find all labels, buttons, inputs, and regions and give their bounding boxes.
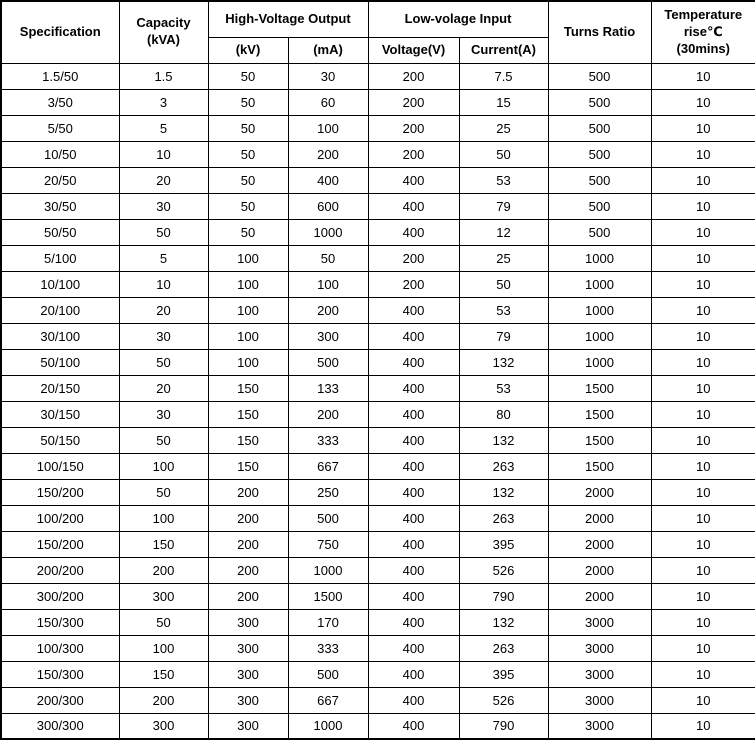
table-row xyxy=(1,349,755,375)
header-row-groups xyxy=(1,1,755,37)
table-row xyxy=(1,219,755,245)
table-cell: 30/150 xyxy=(1,401,119,427)
table-cell: 200 xyxy=(208,557,288,583)
table-cell: 400 xyxy=(368,609,459,635)
table-cell: 10 xyxy=(119,141,208,167)
table-cell: 500 xyxy=(288,661,368,687)
table-cell: 1000 xyxy=(288,219,368,245)
table-cell: 300/200 xyxy=(1,583,119,609)
table-cell: 400 xyxy=(368,401,459,427)
table-cell: 3000 xyxy=(548,687,651,713)
table-cell: 30/100 xyxy=(1,323,119,349)
table-cell: 50 xyxy=(208,89,288,115)
col-header-temperature-rise xyxy=(651,1,755,63)
table-cell: 500 xyxy=(548,141,651,167)
table-cell: 1000 xyxy=(548,271,651,297)
table-cell: 667 xyxy=(288,453,368,479)
table-cell: 50 xyxy=(119,479,208,505)
table-cell: 790 xyxy=(459,713,548,739)
table-cell: 250 xyxy=(288,479,368,505)
table-cell: 200 xyxy=(208,531,288,557)
col-header-voltage: Voltage(V) xyxy=(368,37,459,63)
table-cell: 10 xyxy=(651,583,755,609)
table-cell: 1000 xyxy=(548,323,651,349)
table-cell: 30 xyxy=(288,63,368,89)
table-cell: 150/300 xyxy=(1,609,119,635)
table-cell: 400 xyxy=(368,557,459,583)
table-cell: 10 xyxy=(651,531,755,557)
table-cell: 400 xyxy=(368,167,459,193)
table-row xyxy=(1,661,755,687)
table-row xyxy=(1,427,755,453)
table-cell: 2000 xyxy=(548,479,651,505)
table-cell: 400 xyxy=(368,193,459,219)
table-cell: 200 xyxy=(288,141,368,167)
table-cell: 400 xyxy=(368,505,459,531)
table-cell: 53 xyxy=(459,297,548,323)
table-cell: 12 xyxy=(459,219,548,245)
table-cell: 200 xyxy=(368,115,459,141)
table-cell: 50 xyxy=(459,271,548,297)
table-cell: 500 xyxy=(288,505,368,531)
table-cell: 500 xyxy=(548,167,651,193)
table-row xyxy=(1,713,755,739)
table-cell: 3000 xyxy=(548,713,651,739)
table-cell: 10 xyxy=(651,375,755,401)
table-cell: 150 xyxy=(119,661,208,687)
table-cell: 667 xyxy=(288,687,368,713)
table-cell: 100 xyxy=(208,323,288,349)
table-cell: 200 xyxy=(208,505,288,531)
table-cell: 2000 xyxy=(548,583,651,609)
table-cell: 200 xyxy=(208,479,288,505)
table-cell: 1500 xyxy=(288,583,368,609)
table-cell: 500 xyxy=(548,63,651,89)
table-cell: 132 xyxy=(459,609,548,635)
table-cell: 400 xyxy=(368,453,459,479)
table-cell: 263 xyxy=(459,453,548,479)
table-row xyxy=(1,453,755,479)
table-cell: 100/150 xyxy=(1,453,119,479)
table-cell: 100 xyxy=(208,297,288,323)
table-cell: 5/100 xyxy=(1,245,119,271)
table-cell: 5/50 xyxy=(1,115,119,141)
table-cell: 150 xyxy=(208,453,288,479)
table-cell: 100 xyxy=(119,505,208,531)
col-group-low-voltage-input: Low-volage Input xyxy=(368,1,548,37)
table-cell: 20 xyxy=(119,375,208,401)
table-cell: 400 xyxy=(368,661,459,687)
table-cell: 10 xyxy=(651,479,755,505)
table-cell: 10 xyxy=(651,401,755,427)
table-cell: 150/300 xyxy=(1,661,119,687)
table-row xyxy=(1,297,755,323)
table-cell: 300 xyxy=(119,583,208,609)
table-cell: 10 xyxy=(651,115,755,141)
table-cell: 3 xyxy=(119,89,208,115)
table-cell: 20/150 xyxy=(1,375,119,401)
table-cell: 30 xyxy=(119,401,208,427)
table-cell: 333 xyxy=(288,635,368,661)
table-cell: 79 xyxy=(459,193,548,219)
table-cell: 1500 xyxy=(548,453,651,479)
table-row xyxy=(1,375,755,401)
table-cell: 150 xyxy=(208,427,288,453)
table-cell: 100 xyxy=(119,453,208,479)
table-cell: 10 xyxy=(651,245,755,271)
table-row xyxy=(1,505,755,531)
table-row xyxy=(1,479,755,505)
table-cell: 1000 xyxy=(288,557,368,583)
table-cell: 500 xyxy=(288,349,368,375)
col-header-capacity-line1: Capacity xyxy=(136,15,191,31)
table-cell: 10 xyxy=(651,713,755,739)
table-cell: 790 xyxy=(459,583,548,609)
table-cell: 395 xyxy=(459,661,548,687)
col-header-turns-ratio: Turns Ratio xyxy=(548,1,651,63)
col-header-kv: (kV) xyxy=(208,37,288,63)
table-cell: 200 xyxy=(368,271,459,297)
table-cell: 750 xyxy=(288,531,368,557)
table-cell: 400 xyxy=(368,635,459,661)
table-cell: 200 xyxy=(119,687,208,713)
table-cell: 150/200 xyxy=(1,479,119,505)
table-cell: 10 xyxy=(651,453,755,479)
table-cell: 10/100 xyxy=(1,271,119,297)
table-cell: 100 xyxy=(208,349,288,375)
table-cell: 25 xyxy=(459,245,548,271)
table-cell: 50/100 xyxy=(1,349,119,375)
table-cell: 150 xyxy=(208,401,288,427)
table-cell: 170 xyxy=(288,609,368,635)
table-row xyxy=(1,323,755,349)
table-cell: 20 xyxy=(119,167,208,193)
table-cell: 10/50 xyxy=(1,141,119,167)
table-row xyxy=(1,687,755,713)
table-row xyxy=(1,401,755,427)
table-cell: 10 xyxy=(651,609,755,635)
table-cell: 100 xyxy=(119,635,208,661)
table-cell: 10 xyxy=(651,219,755,245)
table-cell: 400 xyxy=(288,167,368,193)
table-cell: 300 xyxy=(208,661,288,687)
table-cell: 3000 xyxy=(548,661,651,687)
table-cell: 200 xyxy=(208,583,288,609)
col-header-capacity-line2: (kVA) xyxy=(147,32,180,48)
table-cell: 200 xyxy=(368,245,459,271)
table-cell: 263 xyxy=(459,505,548,531)
table-cell: 1500 xyxy=(548,375,651,401)
table-cell: 2000 xyxy=(548,505,651,531)
table-cell: 300/300 xyxy=(1,713,119,739)
table-cell: 60 xyxy=(288,89,368,115)
table-row xyxy=(1,245,755,271)
table-cell: 50 xyxy=(208,167,288,193)
table-row xyxy=(1,557,755,583)
col-header-temperature-line1: Temperature xyxy=(664,6,743,22)
table-cell: 400 xyxy=(368,713,459,739)
table-cell: 53 xyxy=(459,167,548,193)
table-cell: 10 xyxy=(651,141,755,167)
table-cell: 300 xyxy=(208,609,288,635)
table-cell: 500 xyxy=(548,89,651,115)
table-cell: 200/200 xyxy=(1,557,119,583)
table-cell: 20 xyxy=(119,297,208,323)
table-cell: 3000 xyxy=(548,635,651,661)
table-cell: 200 xyxy=(368,89,459,115)
table-cell: 2000 xyxy=(548,557,651,583)
table-cell: 50 xyxy=(119,609,208,635)
table-cell: 600 xyxy=(288,193,368,219)
table-cell: 400 xyxy=(368,687,459,713)
table-cell: 133 xyxy=(288,375,368,401)
table-cell: 10 xyxy=(119,271,208,297)
table-cell: 100 xyxy=(288,271,368,297)
table-cell: 10 xyxy=(651,297,755,323)
table-cell: 50 xyxy=(288,245,368,271)
table-cell: 1000 xyxy=(548,245,651,271)
table-header xyxy=(1,1,755,63)
table-cell: 150 xyxy=(208,375,288,401)
table-cell: 400 xyxy=(368,375,459,401)
table-cell: 25 xyxy=(459,115,548,141)
table-cell: 100/200 xyxy=(1,505,119,531)
table-cell: 200 xyxy=(368,63,459,89)
table-cell: 526 xyxy=(459,687,548,713)
table-cell: 10 xyxy=(651,557,755,583)
table-cell: 1.5/50 xyxy=(1,63,119,89)
table-cell: 500 xyxy=(548,193,651,219)
table-row xyxy=(1,167,755,193)
table-cell: 1000 xyxy=(548,297,651,323)
table-cell: 50 xyxy=(119,349,208,375)
table-cell: 10 xyxy=(651,349,755,375)
table-cell: 400 xyxy=(368,427,459,453)
table-cell: 30 xyxy=(119,193,208,219)
table-cell: 10 xyxy=(651,89,755,115)
table-cell: 200 xyxy=(119,557,208,583)
table-row xyxy=(1,141,755,167)
table-cell: 20/50 xyxy=(1,167,119,193)
table-cell: 300 xyxy=(119,713,208,739)
table-row xyxy=(1,115,755,141)
table-cell: 263 xyxy=(459,635,548,661)
table-cell: 300 xyxy=(208,687,288,713)
table-cell: 200 xyxy=(368,141,459,167)
table-cell: 80 xyxy=(459,401,548,427)
table-cell: 132 xyxy=(459,349,548,375)
table-cell: 150/200 xyxy=(1,531,119,557)
table-cell: 50 xyxy=(208,219,288,245)
table-cell: 132 xyxy=(459,479,548,505)
table-cell: 10 xyxy=(651,661,755,687)
table-cell: 3/50 xyxy=(1,89,119,115)
table-row xyxy=(1,193,755,219)
table-cell: 10 xyxy=(651,323,755,349)
col-header-current: Current(A) xyxy=(459,37,548,63)
table-cell: 10 xyxy=(651,271,755,297)
table-cell: 15 xyxy=(459,89,548,115)
col-group-high-voltage-output: High-Voltage Output xyxy=(208,1,368,37)
table-cell: 53 xyxy=(459,375,548,401)
table-cell: 100/300 xyxy=(1,635,119,661)
col-header-temperature-line3: (30mins) xyxy=(676,40,730,56)
table-cell: 30/50 xyxy=(1,193,119,219)
col-header-capacity xyxy=(119,1,208,63)
table-row xyxy=(1,271,755,297)
table-row xyxy=(1,89,755,115)
table-cell: 3000 xyxy=(548,609,651,635)
table-cell: 100 xyxy=(288,115,368,141)
table-cell: 10 xyxy=(651,63,755,89)
table-cell: 1500 xyxy=(548,427,651,453)
table-cell: 400 xyxy=(368,531,459,557)
table-cell: 200 xyxy=(288,401,368,427)
table-cell: 10 xyxy=(651,427,755,453)
table-cell: 2000 xyxy=(548,531,651,557)
col-header-ma: (mA) xyxy=(288,37,368,63)
table-cell: 200 xyxy=(288,297,368,323)
table-row xyxy=(1,583,755,609)
table-cell: 50 xyxy=(119,427,208,453)
table-cell: 50 xyxy=(208,63,288,89)
table-cell: 79 xyxy=(459,323,548,349)
table-cell: 1000 xyxy=(288,713,368,739)
table-cell: 50/150 xyxy=(1,427,119,453)
table-cell: 50/50 xyxy=(1,219,119,245)
table-cell: 50 xyxy=(208,193,288,219)
table-cell: 10 xyxy=(651,167,755,193)
table-cell: 333 xyxy=(288,427,368,453)
table-cell: 1500 xyxy=(548,401,651,427)
table-cell: 10 xyxy=(651,193,755,219)
table-cell: 100 xyxy=(208,245,288,271)
table-cell: 30 xyxy=(119,323,208,349)
table-cell: 5 xyxy=(119,245,208,271)
table-row xyxy=(1,609,755,635)
table-cell: 50 xyxy=(208,141,288,167)
table-row xyxy=(1,63,755,89)
table-row xyxy=(1,635,755,661)
table-cell: 132 xyxy=(459,427,548,453)
table-cell: 400 xyxy=(368,297,459,323)
table-cell: 400 xyxy=(368,349,459,375)
table-cell: 300 xyxy=(208,713,288,739)
table-cell: 7.5 xyxy=(459,63,548,89)
table-cell: 200/300 xyxy=(1,687,119,713)
table-cell: 1.5 xyxy=(119,63,208,89)
table-cell: 100 xyxy=(208,271,288,297)
table-cell: 500 xyxy=(548,219,651,245)
table-cell: 400 xyxy=(368,583,459,609)
table-row xyxy=(1,531,755,557)
table-cell: 526 xyxy=(459,557,548,583)
table-cell: 10 xyxy=(651,687,755,713)
table-cell: 150 xyxy=(119,531,208,557)
table-cell: 50 xyxy=(119,219,208,245)
col-header-specification: Specification xyxy=(1,1,119,63)
table-body xyxy=(1,63,755,739)
table-cell: 300 xyxy=(288,323,368,349)
table-cell: 400 xyxy=(368,479,459,505)
table-cell: 300 xyxy=(208,635,288,661)
table-cell: 10 xyxy=(651,635,755,661)
table-cell: 50 xyxy=(208,115,288,141)
table-cell: 10 xyxy=(651,505,755,531)
table-cell: 1000 xyxy=(548,349,651,375)
table-cell: 500 xyxy=(548,115,651,141)
table-cell: 400 xyxy=(368,219,459,245)
table-cell: 20/100 xyxy=(1,297,119,323)
table-cell: 395 xyxy=(459,531,548,557)
table-cell: 400 xyxy=(368,323,459,349)
table-cell: 50 xyxy=(459,141,548,167)
table-cell: 5 xyxy=(119,115,208,141)
col-header-temperature-line2: rise℃ xyxy=(683,23,723,39)
